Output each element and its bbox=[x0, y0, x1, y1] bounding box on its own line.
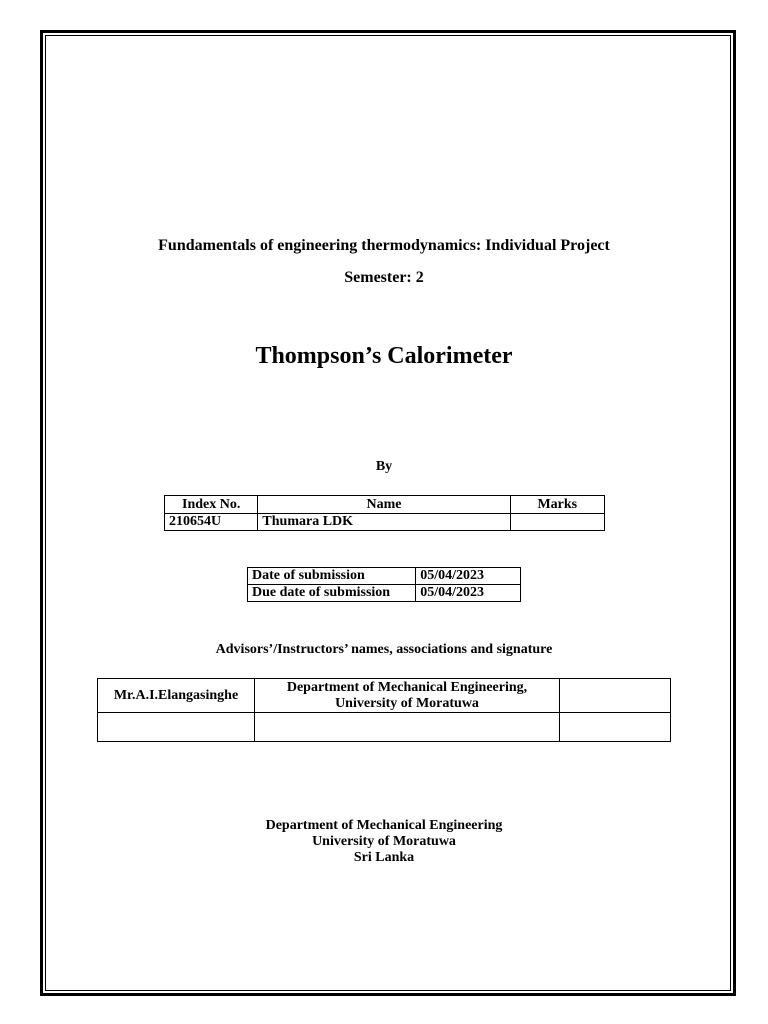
submission-date-label: Date of submission bbox=[248, 568, 416, 585]
table-row bbox=[98, 679, 671, 713]
header-index: Index No. bbox=[165, 496, 258, 514]
advisor-department: Department of Mechanical Engineering, bbox=[286, 679, 528, 695]
advisor-university: University of Moratuwa bbox=[335, 695, 479, 711]
advisor-name: Mr.A.I.Elangasinghe bbox=[98, 679, 255, 713]
advisor-signature bbox=[560, 679, 671, 713]
advisor-name-empty bbox=[98, 713, 255, 742]
advisor-association bbox=[255, 679, 560, 713]
table-row bbox=[248, 585, 521, 602]
table-row bbox=[98, 713, 671, 742]
header-marks: Marks bbox=[510, 496, 604, 514]
by-label: By bbox=[375, 459, 393, 474]
course-title: Fundamentals of engineering thermodynamics: Individual Project bbox=[158, 237, 610, 254]
semester-label: Semester: 2 bbox=[344, 269, 424, 286]
header-name: Name bbox=[258, 496, 510, 514]
advisor-association-empty bbox=[255, 713, 560, 742]
table-row bbox=[165, 514, 605, 531]
advisors-heading: Advisors’/Instructors’ names, associations and signature bbox=[215, 642, 553, 657]
due-date-label: Due date of submission bbox=[248, 585, 416, 602]
advisors-table bbox=[97, 678, 671, 742]
table-row bbox=[248, 568, 521, 585]
dates-table bbox=[247, 567, 521, 602]
footer-country: Sri Lanka bbox=[353, 850, 415, 865]
project-title: Thompson’s Calorimeter bbox=[255, 343, 513, 369]
due-date-value: 05/04/2023 bbox=[416, 585, 521, 602]
advisor-signature-empty bbox=[560, 713, 671, 742]
students-table bbox=[164, 495, 605, 531]
student-marks bbox=[510, 514, 604, 531]
student-index: 210654U bbox=[165, 514, 258, 531]
students-header-row bbox=[165, 496, 605, 514]
submission-date-value: 05/04/2023 bbox=[416, 568, 521, 585]
footer-university: University of Moratuwa bbox=[312, 834, 456, 849]
student-name: Thumara LDK bbox=[258, 514, 510, 531]
footer-department: Department of Mechanical Engineering bbox=[265, 818, 503, 833]
footer-address bbox=[0, 818, 768, 866]
